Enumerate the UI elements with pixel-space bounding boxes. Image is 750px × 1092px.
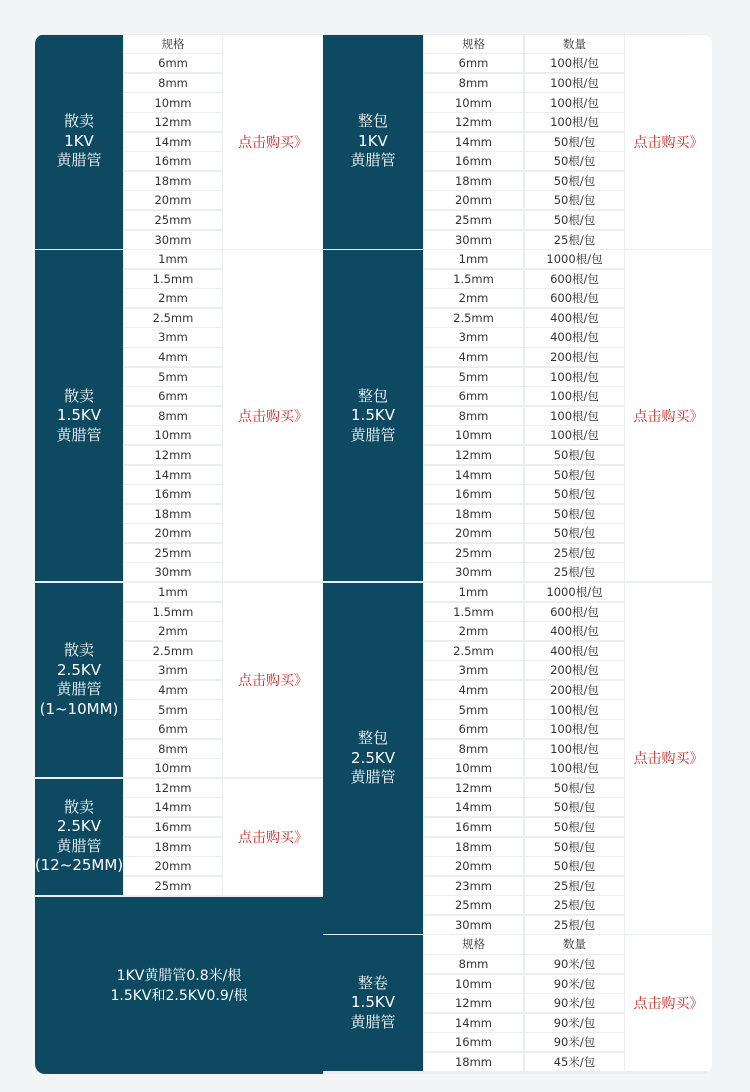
spec-cell: 30mm bbox=[124, 563, 223, 581]
spec-cell: 6mm bbox=[424, 387, 524, 405]
category-panel bbox=[323, 935, 423, 1071]
category-line: 黄腊管 bbox=[56, 151, 102, 170]
category-panel bbox=[323, 583, 423, 934]
qty-cell: 50根/包 bbox=[525, 466, 625, 484]
buy-link[interactable]: 点击购买》 bbox=[625, 35, 712, 249]
qty-cell: 50根/包 bbox=[525, 779, 625, 797]
qty-header: 数量 bbox=[525, 935, 625, 953]
spec-cell: 5mm bbox=[124, 368, 223, 386]
qty-cell: 600根/包 bbox=[525, 270, 625, 288]
category-panel bbox=[35, 583, 123, 777]
spec-cell: 3mm bbox=[424, 328, 524, 346]
qty-cell: 400根/包 bbox=[525, 622, 625, 640]
spec-board bbox=[35, 34, 712, 1074]
spec-cell: 3mm bbox=[124, 328, 223, 346]
spec-cell: 8mm bbox=[424, 74, 524, 92]
spec-cell: 16mm bbox=[424, 485, 524, 503]
spec-cell: 18mm bbox=[124, 838, 223, 856]
spec-cell: 25mm bbox=[424, 211, 524, 229]
qty-cell: 600根/包 bbox=[525, 603, 625, 621]
spec-cell: 12mm bbox=[424, 113, 524, 131]
spec-header: 规格 bbox=[124, 35, 223, 53]
category-line: 1.5KV bbox=[351, 406, 395, 425]
category-line: 整包 bbox=[357, 729, 388, 748]
qty-cell: 200根/包 bbox=[525, 661, 625, 679]
qty-cell: 400根/包 bbox=[525, 642, 625, 660]
spec-cell: 6mm bbox=[124, 387, 223, 405]
qty-cell: 50根/包 bbox=[525, 133, 625, 151]
spec-cell: 12mm bbox=[124, 113, 223, 131]
qty-cell: 100根/包 bbox=[525, 74, 625, 92]
category-line: 黄腊管 bbox=[350, 768, 396, 787]
spec-cell: 14mm bbox=[424, 133, 524, 151]
spec-cell: 10mm bbox=[424, 975, 524, 993]
qty-cell: 200根/包 bbox=[525, 348, 625, 366]
qty-cell: 50根/包 bbox=[525, 838, 625, 856]
qty-cell: 200根/包 bbox=[525, 681, 625, 699]
spec-cell: 20mm bbox=[124, 191, 223, 209]
category-line: 1.5KV bbox=[351, 993, 395, 1012]
category-panel bbox=[35, 250, 123, 581]
category-line: (12~25MM) bbox=[35, 856, 124, 875]
spec-header: 规格 bbox=[424, 35, 524, 53]
qty-cell: 100根/包 bbox=[525, 426, 625, 444]
category-line: 2.5KV bbox=[57, 817, 101, 836]
qty-cell: 90米/包 bbox=[525, 975, 625, 993]
buy-link[interactable]: 点击购买》 bbox=[625, 250, 712, 581]
qty-cell: 100根/包 bbox=[525, 759, 625, 777]
category-line: 黄腊管 bbox=[350, 1012, 396, 1031]
spec-cell: 5mm bbox=[424, 700, 524, 718]
spec-cell: 20mm bbox=[424, 191, 524, 209]
qty-cell: 100根/包 bbox=[525, 720, 625, 738]
spec-cell: 12mm bbox=[424, 779, 524, 797]
qty-cell: 50根/包 bbox=[525, 211, 625, 229]
spec-cell: 14mm bbox=[424, 798, 524, 816]
spec-cell: 1mm bbox=[424, 250, 524, 268]
spec-cell: 8mm bbox=[424, 955, 524, 973]
qty-cell: 100根/包 bbox=[525, 368, 625, 386]
spec-cell: 1mm bbox=[424, 583, 524, 601]
note-line: 1.5KV和2.5KV0.9/根 bbox=[110, 987, 248, 1004]
spec-cell: 5mm bbox=[124, 700, 223, 718]
qty-cell: 25根/包 bbox=[525, 231, 625, 249]
spec-cell: 2mm bbox=[124, 622, 223, 640]
spec-cell: 14mm bbox=[424, 1014, 524, 1032]
qty-cell: 1000根/包 bbox=[525, 583, 625, 601]
spec-cell: 10mm bbox=[424, 93, 524, 111]
spec-cell: 4mm bbox=[124, 681, 223, 699]
spec-cell: 25mm bbox=[124, 544, 223, 562]
qty-cell: 100根/包 bbox=[525, 113, 625, 131]
spec-cell: 10mm bbox=[124, 93, 223, 111]
spec-cell: 20mm bbox=[424, 857, 524, 875]
category-line: 散卖 bbox=[63, 797, 94, 816]
spec-cell: 16mm bbox=[124, 485, 223, 503]
qty-cell: 25根/包 bbox=[525, 896, 625, 914]
buy-link[interactable]: 点击购买》 bbox=[223, 250, 323, 581]
spec-cell: 6mm bbox=[424, 720, 524, 738]
spec-cell: 6mm bbox=[124, 54, 223, 72]
qty-cell: 25根/包 bbox=[525, 916, 625, 934]
spec-cell: 1.5mm bbox=[124, 270, 223, 288]
qty-cell: 100根/包 bbox=[525, 387, 625, 405]
qty-cell: 50根/包 bbox=[525, 446, 625, 464]
spec-cell: 30mm bbox=[424, 916, 524, 934]
spec-cell: 8mm bbox=[124, 407, 223, 425]
qty-cell: 90米/包 bbox=[525, 955, 625, 973]
spec-cell: 14mm bbox=[424, 466, 524, 484]
spec-cell: 23mm bbox=[424, 877, 524, 895]
category-line: 黄腊管 bbox=[56, 836, 102, 855]
category-line: 1KV bbox=[358, 131, 388, 150]
qty-cell: 50根/包 bbox=[525, 172, 625, 190]
spec-cell: 8mm bbox=[124, 740, 223, 758]
category-line: 整卷 bbox=[357, 973, 388, 992]
spec-cell: 1mm bbox=[124, 250, 223, 268]
spec-cell: 18mm bbox=[124, 172, 223, 190]
spec-cell: 1.5mm bbox=[424, 270, 524, 288]
spec-cell: 2.5mm bbox=[124, 309, 223, 327]
spec-cell: 16mm bbox=[424, 1033, 524, 1051]
buy-link[interactable]: 点击购买》 bbox=[625, 583, 712, 934]
qty-cell: 25根/包 bbox=[525, 877, 625, 895]
spec-cell: 12mm bbox=[124, 779, 223, 797]
qty-cell: 100根/包 bbox=[525, 740, 625, 758]
qty-cell: 90米/包 bbox=[525, 1033, 625, 1051]
qty-cell: 90米/包 bbox=[525, 1014, 625, 1032]
spec-cell: 25mm bbox=[424, 896, 524, 914]
note-line: 1KV黄腊管0.8米/根 bbox=[116, 967, 242, 984]
spec-cell: 12mm bbox=[424, 446, 524, 464]
spec-cell: 18mm bbox=[424, 1053, 524, 1071]
spec-cell: 5mm bbox=[424, 368, 524, 386]
spec-cell: 1mm bbox=[124, 583, 223, 601]
buy-link[interactable]: 点击购买》 bbox=[625, 935, 712, 1071]
qty-cell: 100根/包 bbox=[525, 700, 625, 718]
spec-cell: 10mm bbox=[124, 426, 223, 444]
spec-cell: 14mm bbox=[124, 798, 223, 816]
spec-cell: 25mm bbox=[424, 544, 524, 562]
spec-cell: 3mm bbox=[424, 661, 524, 679]
category-line: (1~10MM) bbox=[39, 699, 119, 718]
category-line: 黄腊管 bbox=[56, 680, 102, 699]
spec-cell: 12mm bbox=[424, 994, 524, 1012]
spec-cell: 16mm bbox=[424, 818, 524, 836]
qty-header: 数量 bbox=[525, 35, 625, 53]
buy-link[interactable]: 点击购买》 bbox=[223, 35, 323, 249]
qty-cell: 50根/包 bbox=[525, 524, 625, 542]
category-line: 黄腊管 bbox=[350, 151, 396, 170]
spec-cell: 1.5mm bbox=[424, 603, 524, 621]
spec-cell: 8mm bbox=[424, 407, 524, 425]
spec-cell: 14mm bbox=[124, 133, 223, 151]
spec-cell: 30mm bbox=[424, 563, 524, 581]
qty-cell: 50根/包 bbox=[525, 152, 625, 170]
spec-cell: 4mm bbox=[124, 348, 223, 366]
category-line: 2.5KV bbox=[57, 660, 101, 679]
spec-cell: 30mm bbox=[124, 231, 223, 249]
spec-cell: 10mm bbox=[124, 759, 223, 777]
spec-cell: 18mm bbox=[424, 505, 524, 523]
spec-cell: 12mm bbox=[124, 446, 223, 464]
spec-header: 规格 bbox=[424, 935, 524, 953]
spec-cell: 4mm bbox=[424, 681, 524, 699]
category-panel bbox=[323, 35, 423, 249]
spec-cell: 10mm bbox=[424, 759, 524, 777]
spec-cell: 3mm bbox=[124, 661, 223, 679]
qty-cell: 50根/包 bbox=[525, 818, 625, 836]
category-panel bbox=[35, 35, 123, 249]
buy-link[interactable]: 点击购买》 bbox=[223, 779, 323, 895]
spec-cell: 2mm bbox=[124, 289, 223, 307]
spec-cell: 14mm bbox=[124, 466, 223, 484]
qty-cell: 100根/包 bbox=[525, 54, 625, 72]
category-line: 1.5KV bbox=[57, 406, 101, 425]
qty-cell: 50根/包 bbox=[525, 505, 625, 523]
spec-cell: 2.5mm bbox=[424, 309, 524, 327]
category-line: 1KV bbox=[64, 131, 94, 150]
spec-cell: 6mm bbox=[424, 54, 524, 72]
qty-cell: 100根/包 bbox=[525, 407, 625, 425]
category-line: 黄腊管 bbox=[56, 425, 102, 444]
qty-cell: 25根/包 bbox=[525, 563, 625, 581]
spec-cell: 8mm bbox=[124, 74, 223, 92]
spec-cell: 2.5mm bbox=[424, 642, 524, 660]
spec-cell: 25mm bbox=[124, 877, 223, 895]
spec-cell: 18mm bbox=[424, 838, 524, 856]
category-line: 散卖 bbox=[63, 112, 94, 131]
qty-cell: 1000根/包 bbox=[525, 250, 625, 268]
category-line: 黄腊管 bbox=[350, 425, 396, 444]
spec-cell: 4mm bbox=[424, 348, 524, 366]
qty-cell: 50根/包 bbox=[525, 191, 625, 209]
spec-cell: 1.5mm bbox=[124, 603, 223, 621]
qty-cell: 45米/包 bbox=[525, 1053, 625, 1071]
spec-cell: 6mm bbox=[124, 720, 223, 738]
spec-cell: 20mm bbox=[424, 524, 524, 542]
spec-cell: 2mm bbox=[424, 289, 524, 307]
note-panel bbox=[35, 897, 323, 1074]
qty-cell: 600根/包 bbox=[525, 289, 625, 307]
category-line: 散卖 bbox=[63, 641, 94, 660]
category-panel bbox=[323, 250, 423, 581]
category-line: 整包 bbox=[357, 112, 388, 131]
spec-cell: 20mm bbox=[124, 857, 223, 875]
qty-cell: 400根/包 bbox=[525, 309, 625, 327]
spec-cell: 2mm bbox=[424, 622, 524, 640]
spec-cell: 2.5mm bbox=[124, 642, 223, 660]
qty-cell: 90米/包 bbox=[525, 994, 625, 1012]
spec-cell: 10mm bbox=[424, 426, 524, 444]
qty-cell: 100根/包 bbox=[525, 93, 625, 111]
spec-cell: 25mm bbox=[124, 211, 223, 229]
qty-cell: 400根/包 bbox=[525, 328, 625, 346]
buy-link[interactable]: 点击购买》 bbox=[223, 583, 323, 777]
spec-cell: 16mm bbox=[124, 152, 223, 170]
spec-cell: 16mm bbox=[424, 152, 524, 170]
spec-cell: 20mm bbox=[124, 524, 223, 542]
qty-cell: 25根/包 bbox=[525, 544, 625, 562]
spec-cell: 18mm bbox=[124, 505, 223, 523]
spec-cell: 8mm bbox=[424, 740, 524, 758]
spec-cell: 18mm bbox=[424, 172, 524, 190]
category-line: 散卖 bbox=[63, 386, 94, 405]
qty-cell: 50根/包 bbox=[525, 857, 625, 875]
qty-cell: 50根/包 bbox=[525, 485, 625, 503]
qty-cell: 50根/包 bbox=[525, 798, 625, 816]
spec-cell: 30mm bbox=[424, 231, 524, 249]
category-line: 整包 bbox=[357, 386, 388, 405]
spec-cell: 16mm bbox=[124, 818, 223, 836]
category-line: 2.5KV bbox=[351, 748, 395, 767]
category-panel bbox=[35, 779, 123, 895]
